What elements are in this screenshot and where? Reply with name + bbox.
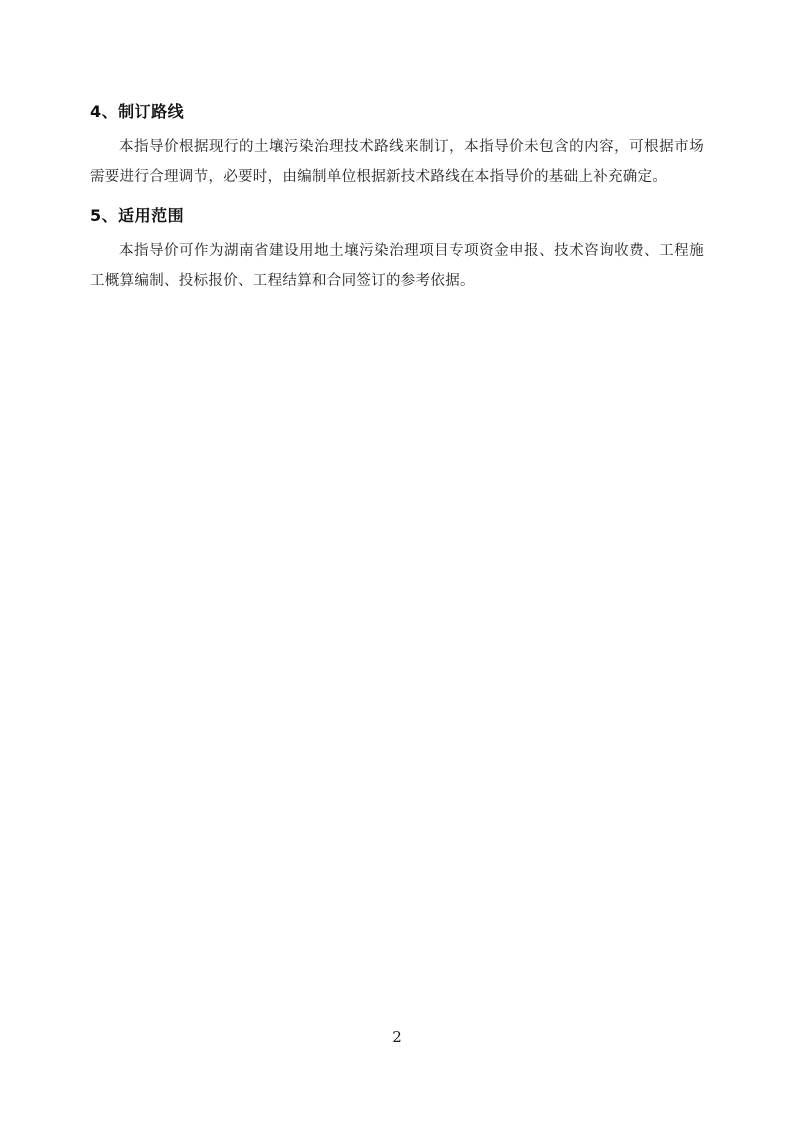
document-content: [90, 0, 704, 308]
section-heading-4: 4、制订路线: [90, 102, 185, 121]
page-footer: [0, 1028, 794, 1047]
section-heading-5: 5、适用范围: [90, 206, 185, 225]
section-5-paragraph: 本指导价可作为湖南省建设用地土壤污染治理项目专项资金申报、技术咨询收费、工程施工概算编制、投标报价、工程结算和合同签订的参考依据。: [90, 243, 704, 289]
section-formulation-route: [90, 100, 704, 192]
section-4-paragraph: 本指导价根据现行的土壤污染治理技术路线来制订，本指导价未包含的内容，可根据市场需要进行合理调节，必要时，由编制单位根据新技术路线在本指导价的基础上补充确定。: [90, 139, 704, 185]
page-number: 2: [392, 1028, 402, 1046]
section-scope-of-application: [90, 204, 704, 296]
